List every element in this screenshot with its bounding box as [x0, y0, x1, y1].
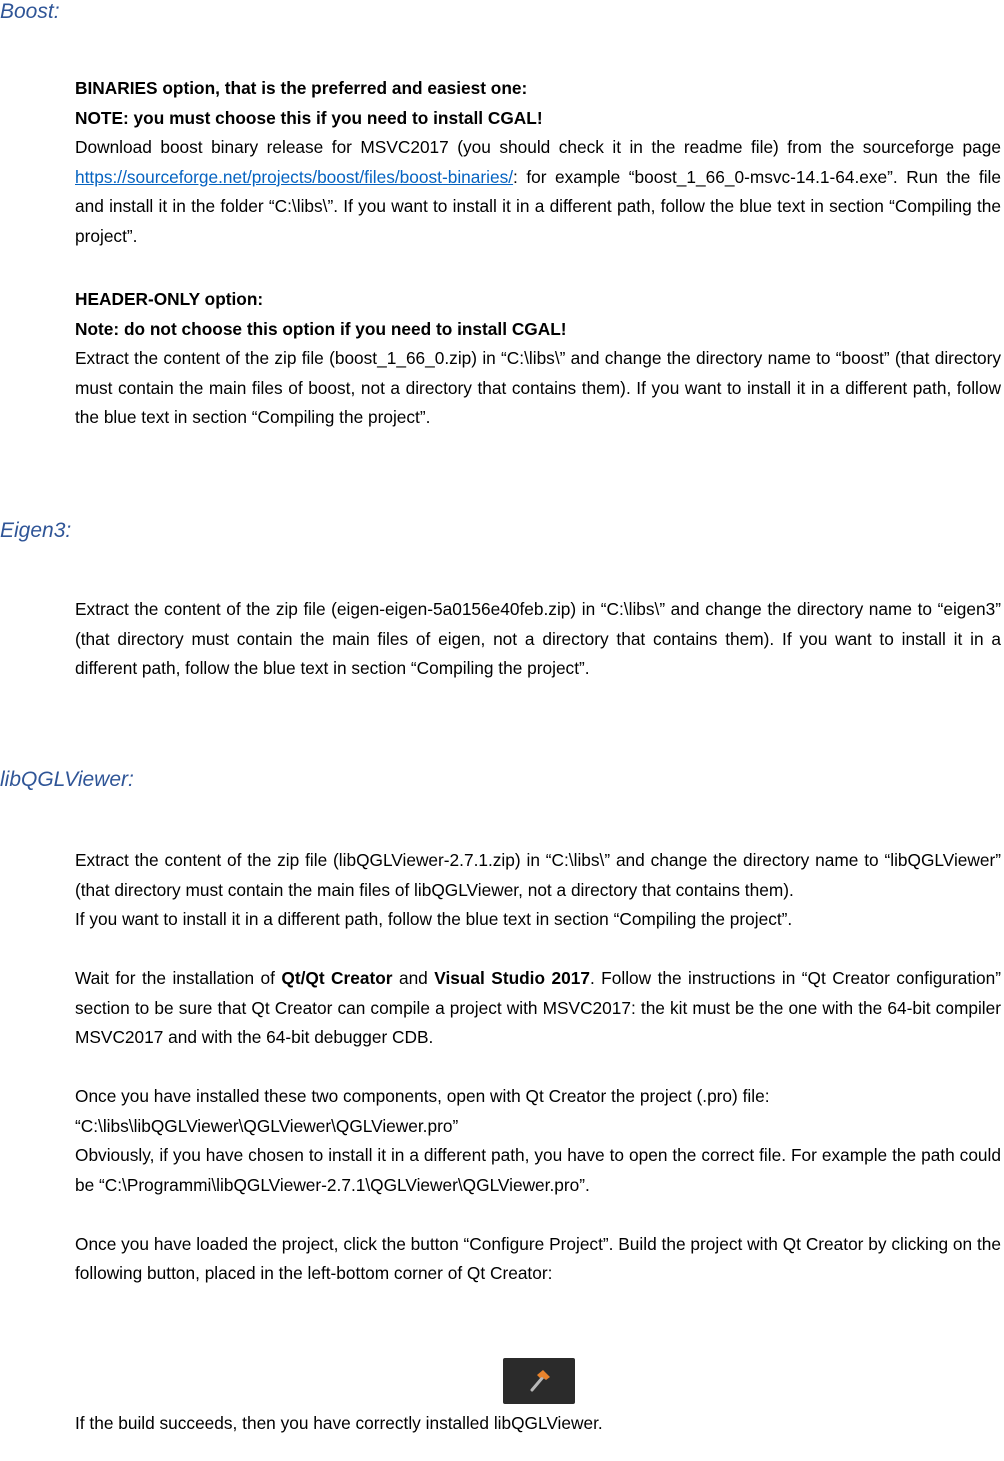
boost-heading: Boost: [0, 0, 60, 23]
qgl-wait-text [75, 964, 1001, 1053]
qgl-configure-text: Once you have loaded the project, click the button “Configure Project”. Build the project with Qt Creator by clicking on the following button, placed in the left-bottom corner of Qt Creator: [75, 1233, 1001, 1283]
binaries-title: BINARIES option, that is the preferred and easiest one: [75, 78, 528, 98]
qgl-different-path-text: If you want to install it in a different path, follow the blue text in section “Compiling the project”. [75, 909, 793, 929]
binaries-text-pre: Download boost binary release for MSVC2017 (you should check it in the readme file) from the sourceforge page [75, 137, 1001, 157]
sourceforge-link[interactable]: https://sourceforge.net/projects/boost/files/boost-binaries/ [75, 166, 514, 187]
qgl-extract-text: Extract the content of the zip file (libQGLViewer-2.7.1.zip) in “C:\libs\” and change the directory name to “libQGLViewer” (that directory must contain the main files of libQGLViewer, not a directory that contains them). [75, 850, 1001, 900]
eigen-section [75, 595, 1001, 684]
qgl-wait-c: and [392, 968, 435, 988]
qgl-wait-a: Wait for the installation of [75, 968, 282, 988]
header-only-text: Extract the content of the zip file (boost_1_66_0.zip) in “C:\libs\” and change the directory name to “boost” (that directory must contain the main files of boost, not a directory that contains them). If you want to install it in a different path, follow the blue text in section “Compiling the project”. [75, 348, 1001, 427]
boost-binaries-section [75, 74, 1001, 251]
qgl-wait-d: . Follow the instructions in “Qt Creator configuration” section to be sure that Qt Creator can compile a project with MSVC2017: the kit must be the one with the 64-bit compiler MSVC2017 and with the 64-bit debugger CDB. [75, 968, 1001, 1047]
qgl-open-project-text: Once you have installed these two components, open with Qt Creator the project (.pro) file: [75, 1086, 770, 1106]
eigen-text: Extract the content of the zip file (eigen-eigen-5a0156e40feb.zip) in “C:\libs\” and change the directory name to “eigen3” (that directory must contain the main files of eigen, not a directory that contains them). If you want to install it in a different path, follow the blue text in section “Compiling the project”. [75, 599, 1001, 678]
binaries-note: NOTE: you must choose this if you need to install CGAL! [75, 107, 543, 128]
hammer-icon [524, 1366, 554, 1396]
boost-header-only-section [75, 285, 1001, 433]
libqglviewer-section [75, 846, 1001, 1289]
header-only-note: Note: do not choose this option if you need to install CGAL! [75, 318, 567, 339]
build-button[interactable] [503, 1358, 575, 1404]
qgl-success-text: If the build succeeds, then you have correctly installed libQGLViewer. [75, 1413, 603, 1433]
header-only-title: HEADER-ONLY option: [75, 289, 264, 309]
qgl-success-section [75, 1409, 1001, 1439]
binaries-text-post: : for example “boost_1_66_0-msvc-14.1-64.exe”. Run the file and install it in the folder “C:\libs\”. If you want to install it in a different path, follow the blue text in section “Compiling the project”. [75, 166, 1001, 246]
qgl-pro-path: “C:\libs\libQGLViewer\QGLViewer\QGLViewer.pro” [75, 1115, 459, 1136]
libqglviewer-heading: libQGLViewer: [0, 768, 134, 791]
qgl-obviously-text: Obviously, if you have chosen to install it in a different path, you have to open the correct file. For example the path could be “C:\Programmi\libQGLViewer-2.7.1\QGLViewer\QGLViewer.pro”. [75, 1145, 1001, 1195]
binaries-text [75, 133, 1001, 251]
eigen-heading: Eigen3: [0, 519, 72, 542]
visual-studio-bold: Visual Studio 2017 [434, 968, 590, 988]
qt-creator-bold: Qt/Qt Creator [281, 968, 393, 988]
